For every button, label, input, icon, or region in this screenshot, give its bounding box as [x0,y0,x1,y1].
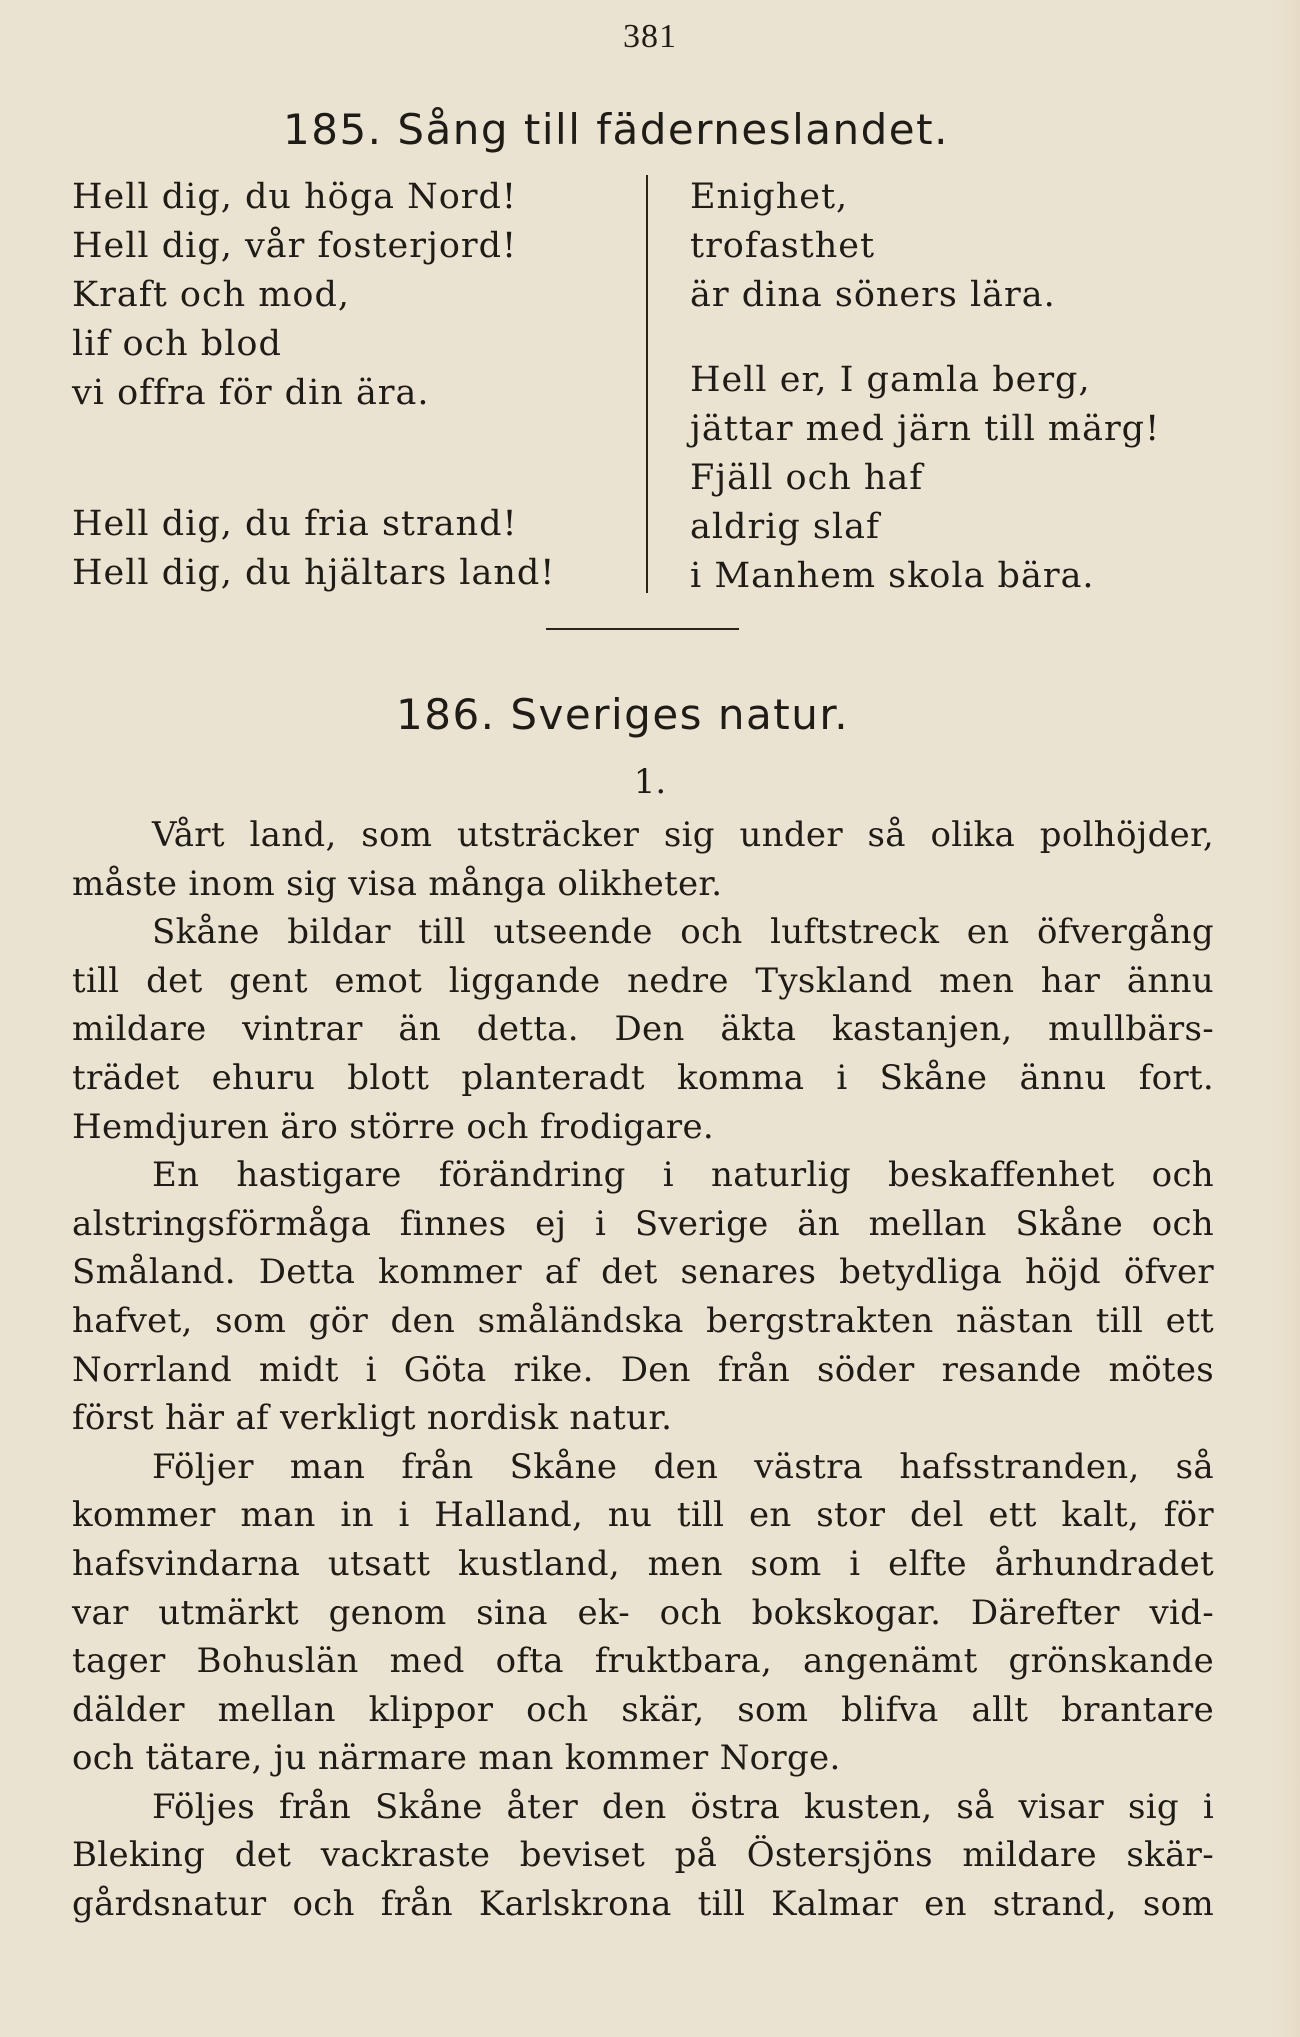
prose-line: trädet ehuru blott planteradt komma i Skåne ännu fort. [72,1057,1214,1098]
poem-line: Hell dig, du fria strand! [72,504,518,544]
prose-line: mildare vintrar än detta. Den äkta kastanjen, mullbärs- [72,1009,1214,1050]
prose-line: Bleking det vackraste beviset på Östersjöns mildare skär- [72,1835,1214,1876]
page-edge [1272,0,1300,2037]
column-divider [646,175,648,593]
poem-line: trofasthet [690,226,876,266]
prose-line: kommer man in i Halland, nu till en stor del ett kalt, för [72,1495,1214,1536]
prose-line: till det gent emot liggande nedre Tyskland men har ännu [72,960,1214,1001]
prose-line: och tätare, ju närmare man kommer Norge. [72,1738,841,1779]
poem-line: Enighet, [690,177,849,217]
poem-line: Hell dig, du hjältars land! [72,553,556,593]
prose-line: Skåne bildar till utseende och luftstreck en öfvergång [152,912,1214,953]
prose-line: var utmärkt genom sina ek- och bokskogar. Därefter vid- [72,1592,1214,1633]
prose-line: hafvet, som gör den småländska bergstrakten nästan till ett [72,1300,1214,1341]
prose-line: tager Bohuslän med ofta fruktbara, angenämt grönskande [72,1641,1214,1682]
poem-line: är dina söners lära. [690,275,1056,315]
poem-left-column [72,173,555,598]
prose-line: alstringsförmåga finnes ej i Sverige än mellan Skåne och [72,1203,1214,1244]
section-186-heading: 186. Sveriges natur. [396,690,850,739]
poem-right-column [690,173,1160,601]
poem-line: vi offra för din ära. [72,373,430,413]
prose-line: En hastigare förändring i naturlig beskaffenhet och [152,1155,1214,1196]
poem-line: Fjäll och haf [690,458,924,498]
song-185-heading: 185. Sång till fäderneslandet. [283,105,949,154]
poem-line: Kraft och mod, [72,275,351,315]
poem-line: aldrig slaf [690,507,880,547]
prose-line: Hemdjuren äro större och frodigare. [72,1106,714,1147]
prose-line: Vårt land, som utsträcker sig under så olika polhöjder, [152,815,1214,855]
prose-line: Följer man från Skåne den västra hafsstranden, så [152,1446,1214,1487]
prose-line: först här af verkligt nordisk natur. [72,1398,673,1439]
prose-line: gårdsnatur och från Karlskrona till Kalmar en strand, som [72,1884,1214,1925]
stanza-gap [690,320,1160,356]
poem-line: lif och blod [72,324,282,364]
poem-line: i Manhem skola bära. [690,556,1095,596]
prose-line: hafsvindarna utsatt kustland, men som i elfte århundradet [72,1543,1214,1584]
stanza-gap [72,418,555,500]
section-divider-rule [546,628,739,630]
prose-line: Norrland midt i Göta rike. Den från söder resande mötes [72,1349,1214,1390]
prose-line: måste inom sig visa många olikheter. [72,863,723,904]
poem-line: Hell er, I gamla berg, [690,360,1091,400]
poem-line: Hell dig, du höga Nord! [72,177,517,217]
poem-line: Hell dig, vår fosterjord! [72,226,518,266]
prose-body [72,811,1214,1929]
prose-line: Småland. Detta kommer af det senares betydliga höjd öfver [72,1252,1214,1293]
part-number: 1. [633,762,667,802]
page-number: 381 [623,18,677,55]
prose-line: dälder mellan klippor och skär, som blifva allt brantare [72,1689,1214,1730]
prose-line: Följes från Skåne åter den östra kusten, så visar sig i [152,1786,1214,1827]
poem-line: jättar med järn till märg! [690,409,1161,449]
